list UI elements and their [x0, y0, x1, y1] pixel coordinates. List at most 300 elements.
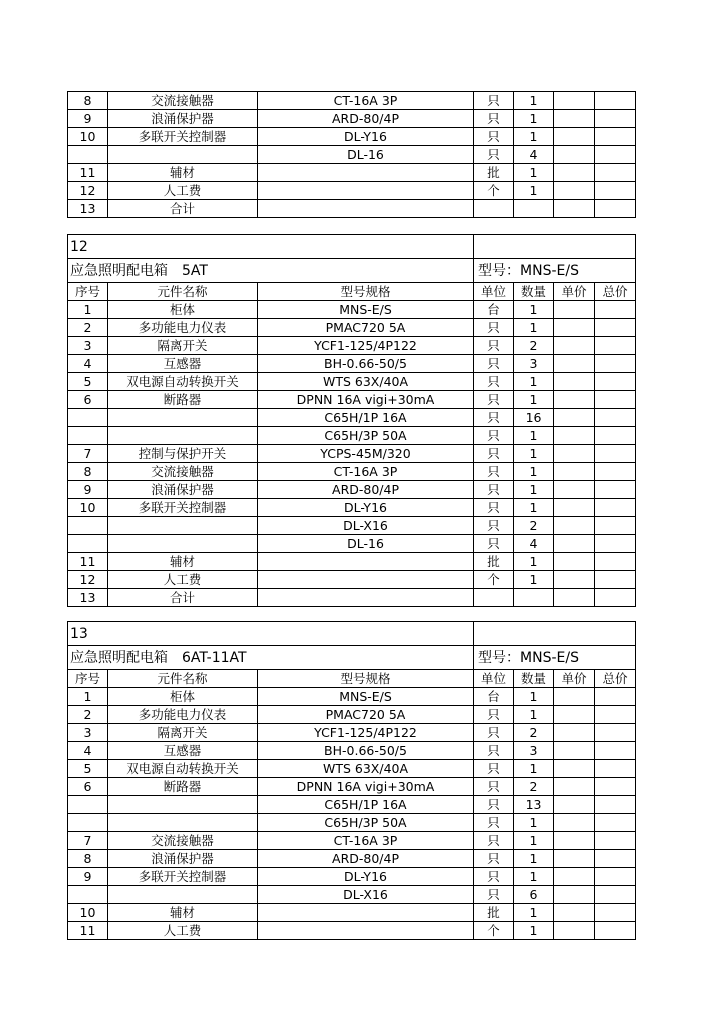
cell-no: 4: [68, 742, 108, 760]
table-row: [68, 373, 636, 391]
cell-name: 控制与保护开关: [108, 445, 258, 463]
cell-qty: 1: [514, 553, 554, 571]
cell-total: [595, 499, 636, 517]
cell-price: [554, 886, 595, 904]
header-row: [68, 670, 636, 688]
cell-price: [554, 301, 595, 319]
cell-price: [554, 535, 595, 553]
cell-qty: 1: [514, 373, 554, 391]
cell-total: [595, 724, 636, 742]
table-row: [68, 319, 636, 337]
table-row: [68, 128, 636, 146]
cell-no: 13: [68, 589, 108, 607]
parts-table-6at-11at: [67, 621, 636, 940]
cell-unit: 只: [474, 481, 514, 499]
cell-unit: 只: [474, 868, 514, 886]
table-row: [68, 571, 636, 589]
cell-spec: WTS 63X/40A: [258, 760, 474, 778]
cell-unit: 只: [474, 724, 514, 742]
table-row: [68, 796, 636, 814]
cell-unit: 只: [474, 778, 514, 796]
cell-spec: MNS-E/S: [258, 688, 474, 706]
cell-name: 柜体: [108, 688, 258, 706]
cell-name: 合计: [108, 200, 258, 218]
cell-no: 8: [68, 850, 108, 868]
cell-spec: ARD-80/4P: [258, 110, 474, 128]
cell-name: 人工费: [108, 571, 258, 589]
table-body: [68, 92, 636, 218]
cell-qty: 1: [514, 319, 554, 337]
header-unit: 单位: [474, 283, 514, 301]
cell-name: 交流接触器: [108, 832, 258, 850]
cell-name: 隔离开关: [108, 724, 258, 742]
cell-name: 多联开关控制器: [108, 868, 258, 886]
table-row: [68, 535, 636, 553]
cell-total: [595, 688, 636, 706]
cell-price: [554, 706, 595, 724]
cell-total: [595, 850, 636, 868]
table-row: [68, 742, 636, 760]
cell-spec: DL-Y16: [258, 868, 474, 886]
parts-table-5at: [67, 234, 636, 607]
table-row: [68, 760, 636, 778]
cell-no: 3: [68, 724, 108, 742]
table-row: [68, 92, 636, 110]
header-no: 序号: [68, 283, 108, 301]
cell-name: 多功能电力仪表: [108, 319, 258, 337]
cell-price: [554, 499, 595, 517]
cell-no: [68, 886, 108, 904]
cell-qty: 1: [514, 688, 554, 706]
cell-unit: 只: [474, 427, 514, 445]
cell-spec: PMAC720 5A: [258, 706, 474, 724]
header-name: 元件名称: [108, 670, 258, 688]
cell-unit: 只: [474, 146, 514, 164]
cell-unit: 只: [474, 796, 514, 814]
cell-name: 断路器: [108, 778, 258, 796]
cell-name: 多功能电力仪表: [108, 706, 258, 724]
cell-name: 柜体: [108, 301, 258, 319]
cell-total: [595, 886, 636, 904]
cell-price: [554, 146, 595, 164]
cell-unit: 只: [474, 517, 514, 535]
cell-price: [554, 553, 595, 571]
cell-total: [595, 535, 636, 553]
table-row: [68, 200, 636, 218]
box-name: 应急照明配电箱 5AT: [68, 259, 474, 283]
table-row: [68, 832, 636, 850]
cell-price: [554, 742, 595, 760]
cell-unit: 只: [474, 373, 514, 391]
cell-unit: 只: [474, 92, 514, 110]
cell-spec: [258, 164, 474, 182]
cell-price: [554, 337, 595, 355]
section-index-blank: [474, 235, 636, 259]
cell-total: [595, 814, 636, 832]
cell-spec: [258, 922, 474, 940]
cell-no: 3: [68, 337, 108, 355]
cell-price: [554, 409, 595, 427]
table-row: [68, 427, 636, 445]
cell-no: 6: [68, 391, 108, 409]
cell-price: [554, 904, 595, 922]
cell-unit: 只: [474, 814, 514, 832]
cell-unit: [474, 589, 514, 607]
cell-name: [108, 517, 258, 535]
table-row: [68, 688, 636, 706]
cell-price: [554, 517, 595, 535]
cell-qty: 2: [514, 724, 554, 742]
cell-unit: 批: [474, 553, 514, 571]
cell-price: [554, 796, 595, 814]
cell-no: 9: [68, 110, 108, 128]
cell-name: 交流接触器: [108, 463, 258, 481]
header-price: 单价: [554, 283, 595, 301]
cell-spec: [258, 571, 474, 589]
cell-no: [68, 535, 108, 553]
cell-total: [595, 128, 636, 146]
cell-spec: YCF1-125/4P122: [258, 337, 474, 355]
cell-qty: 2: [514, 517, 554, 535]
cell-qty: 1: [514, 868, 554, 886]
cell-no: 8: [68, 92, 108, 110]
cell-name: 多联开关控制器: [108, 499, 258, 517]
header-price: 单价: [554, 670, 595, 688]
cell-no: 11: [68, 922, 108, 940]
cell-unit: 只: [474, 445, 514, 463]
table-row: [68, 182, 636, 200]
cell-total: [595, 571, 636, 589]
cell-price: [554, 814, 595, 832]
cell-spec: DL-16: [258, 146, 474, 164]
cell-unit: 只: [474, 337, 514, 355]
header-name: 元件名称: [108, 283, 258, 301]
table-row: [68, 706, 636, 724]
cell-unit: 只: [474, 409, 514, 427]
cell-no: 10: [68, 128, 108, 146]
section-index: 13: [68, 622, 474, 646]
cell-spec: CT-16A 3P: [258, 92, 474, 110]
cell-spec: CT-16A 3P: [258, 463, 474, 481]
cell-no: 1: [68, 688, 108, 706]
cell-spec: DPNN 16A vigi+30mA: [258, 391, 474, 409]
header-no: 序号: [68, 670, 108, 688]
cell-spec: [258, 182, 474, 200]
cell-qty: 2: [514, 337, 554, 355]
cell-qty: 1: [514, 481, 554, 499]
cell-spec: C65H/3P 50A: [258, 814, 474, 832]
cell-total: [595, 164, 636, 182]
section-title-row: [68, 646, 636, 670]
cell-name: 浪涌保护器: [108, 850, 258, 868]
table-row: [68, 553, 636, 571]
cell-price: [554, 319, 595, 337]
header-spec: 型号规格: [258, 283, 474, 301]
header-qty: 数量: [514, 283, 554, 301]
cell-no: 13: [68, 200, 108, 218]
cell-name: 断路器: [108, 391, 258, 409]
cell-unit: 只: [474, 832, 514, 850]
cell-no: 11: [68, 164, 108, 182]
cell-qty: 6: [514, 886, 554, 904]
table-row: [68, 164, 636, 182]
header-spec: 型号规格: [258, 670, 474, 688]
cell-price: [554, 463, 595, 481]
cell-total: [595, 409, 636, 427]
cell-unit: 只: [474, 463, 514, 481]
cell-no: [68, 814, 108, 832]
cell-unit: 只: [474, 742, 514, 760]
cell-total: [595, 182, 636, 200]
cell-spec: [258, 904, 474, 922]
cell-spec: DL-Y16: [258, 499, 474, 517]
cell-unit: 个: [474, 571, 514, 589]
cell-total: [595, 796, 636, 814]
cell-name: [108, 427, 258, 445]
cell-price: [554, 571, 595, 589]
cell-unit: 个: [474, 922, 514, 940]
table-row: [68, 301, 636, 319]
cell-total: [595, 553, 636, 571]
cell-unit: 只: [474, 319, 514, 337]
cell-unit: 台: [474, 301, 514, 319]
cell-spec: MNS-E/S: [258, 301, 474, 319]
cell-unit: 只: [474, 110, 514, 128]
table-row: [68, 868, 636, 886]
cell-price: [554, 778, 595, 796]
cell-no: [68, 796, 108, 814]
cell-qty: 1: [514, 110, 554, 128]
table-row: [68, 499, 636, 517]
cell-total: [595, 301, 636, 319]
cell-total: [595, 517, 636, 535]
table-row: [68, 391, 636, 409]
cell-unit: 只: [474, 886, 514, 904]
cell-no: 2: [68, 706, 108, 724]
cell-spec: [258, 589, 474, 607]
cell-qty: 1: [514, 391, 554, 409]
cell-qty: 1: [514, 499, 554, 517]
cell-total: [595, 92, 636, 110]
cell-name: 隔离开关: [108, 337, 258, 355]
cell-total: [595, 355, 636, 373]
table-row: [68, 922, 636, 940]
cell-no: 5: [68, 373, 108, 391]
cell-name: 浪涌保护器: [108, 481, 258, 499]
table-row: [68, 409, 636, 427]
cell-price: [554, 760, 595, 778]
cell-spec: DPNN 16A vigi+30mA: [258, 778, 474, 796]
cell-price: [554, 427, 595, 445]
cell-price: [554, 589, 595, 607]
cell-total: [595, 742, 636, 760]
cell-qty: 1: [514, 445, 554, 463]
cell-total: [595, 146, 636, 164]
cell-qty: 1: [514, 814, 554, 832]
cell-no: 4: [68, 355, 108, 373]
cell-qty: 4: [514, 535, 554, 553]
cell-spec: DL-X16: [258, 886, 474, 904]
table-row: [68, 146, 636, 164]
cell-no: 8: [68, 463, 108, 481]
cell-price: [554, 922, 595, 940]
section-index-blank: [474, 622, 636, 646]
cell-spec: ARD-80/4P: [258, 481, 474, 499]
table-row: [68, 481, 636, 499]
cell-spec: DL-Y16: [258, 128, 474, 146]
cell-qty: 1: [514, 164, 554, 182]
cell-qty: 1: [514, 92, 554, 110]
cell-price: [554, 724, 595, 742]
cell-qty: 16: [514, 409, 554, 427]
cell-total: [595, 589, 636, 607]
header-row: [68, 283, 636, 301]
cell-qty: 1: [514, 832, 554, 850]
cell-spec: WTS 63X/40A: [258, 373, 474, 391]
cell-name: 合计: [108, 589, 258, 607]
table-row: [68, 517, 636, 535]
table-row: [68, 778, 636, 796]
cell-qty: 1: [514, 706, 554, 724]
cell-spec: YCPS-45M/320: [258, 445, 474, 463]
cell-total: [595, 373, 636, 391]
cell-spec: ARD-80/4P: [258, 850, 474, 868]
cell-unit: 只: [474, 760, 514, 778]
cell-qty: 13: [514, 796, 554, 814]
cell-no: 9: [68, 868, 108, 886]
cell-no: 12: [68, 571, 108, 589]
cell-name: 辅材: [108, 904, 258, 922]
table-row: [68, 337, 636, 355]
cell-qty: 1: [514, 760, 554, 778]
cell-name: 辅材: [108, 164, 258, 182]
cell-qty: 1: [514, 182, 554, 200]
table-body: [68, 688, 636, 940]
cell-spec: PMAC720 5A: [258, 319, 474, 337]
cell-spec: DL-X16: [258, 517, 474, 535]
cell-qty: 1: [514, 850, 554, 868]
table-row: [68, 904, 636, 922]
cell-unit: 只: [474, 850, 514, 868]
box-model: 型号：MNS-E/S: [474, 646, 636, 670]
table-row: [68, 724, 636, 742]
cell-no: 10: [68, 904, 108, 922]
cell-unit: 个: [474, 182, 514, 200]
cell-total: [595, 868, 636, 886]
cell-no: 12: [68, 182, 108, 200]
cell-price: [554, 481, 595, 499]
cell-no: 2: [68, 319, 108, 337]
cell-price: [554, 832, 595, 850]
cell-total: [595, 463, 636, 481]
parts-table-continued: [67, 91, 636, 218]
cell-total: [595, 319, 636, 337]
cell-name: 浪涌保护器: [108, 110, 258, 128]
cell-spec: YCF1-125/4P122: [258, 724, 474, 742]
cell-unit: [474, 200, 514, 218]
cell-unit: 批: [474, 164, 514, 182]
cell-total: [595, 706, 636, 724]
cell-total: [595, 760, 636, 778]
cell-price: [554, 355, 595, 373]
cell-price: [554, 200, 595, 218]
cell-qty: 1: [514, 571, 554, 589]
cell-name: 双电源自动转换开关: [108, 760, 258, 778]
cell-no: 7: [68, 445, 108, 463]
cell-name: 互感器: [108, 355, 258, 373]
cell-no: 6: [68, 778, 108, 796]
cell-name: 人工费: [108, 182, 258, 200]
cell-price: [554, 445, 595, 463]
table-row: [68, 110, 636, 128]
cell-no: [68, 427, 108, 445]
cell-total: [595, 922, 636, 940]
cell-total: [595, 832, 636, 850]
cell-no: 9: [68, 481, 108, 499]
cell-no: 11: [68, 553, 108, 571]
cell-price: [554, 688, 595, 706]
cell-name: 人工费: [108, 922, 258, 940]
section-title-row: [68, 259, 636, 283]
cell-spec: BH-0.66-50/5: [258, 742, 474, 760]
cell-spec: BH-0.66-50/5: [258, 355, 474, 373]
table-row: [68, 814, 636, 832]
cell-price: [554, 110, 595, 128]
cell-no: 7: [68, 832, 108, 850]
cell-no: [68, 517, 108, 535]
cell-no: 10: [68, 499, 108, 517]
cell-qty: 3: [514, 742, 554, 760]
cell-total: [595, 445, 636, 463]
table-row: [68, 589, 636, 607]
section-index-row: [68, 235, 636, 259]
table-row: [68, 445, 636, 463]
cell-price: [554, 128, 595, 146]
cell-spec: C65H/1P 16A: [258, 409, 474, 427]
cell-unit: 只: [474, 128, 514, 146]
cell-unit: 台: [474, 688, 514, 706]
cell-total: [595, 391, 636, 409]
cell-name: [108, 796, 258, 814]
cell-price: [554, 868, 595, 886]
table-row: [68, 463, 636, 481]
cell-qty: 4: [514, 146, 554, 164]
table-body: [68, 301, 636, 607]
cell-total: [595, 110, 636, 128]
cell-name: [108, 409, 258, 427]
cell-spec: C65H/1P 16A: [258, 796, 474, 814]
cell-price: [554, 850, 595, 868]
section-index: 12: [68, 235, 474, 259]
cell-qty: [514, 200, 554, 218]
cell-name: 辅材: [108, 553, 258, 571]
cell-price: [554, 164, 595, 182]
cell-spec: [258, 200, 474, 218]
cell-unit: 批: [474, 904, 514, 922]
cell-unit: 只: [474, 706, 514, 724]
box-model: 型号：MNS-E/S: [474, 259, 636, 283]
cell-spec: DL-16: [258, 535, 474, 553]
cell-unit: 只: [474, 499, 514, 517]
cell-spec: CT-16A 3P: [258, 832, 474, 850]
cell-name: 多联开关控制器: [108, 128, 258, 146]
cell-spec: C65H/3P 50A: [258, 427, 474, 445]
section-index-row: [68, 622, 636, 646]
cell-name: 互感器: [108, 742, 258, 760]
cell-qty: 1: [514, 922, 554, 940]
cell-total: [595, 481, 636, 499]
cell-total: [595, 778, 636, 796]
